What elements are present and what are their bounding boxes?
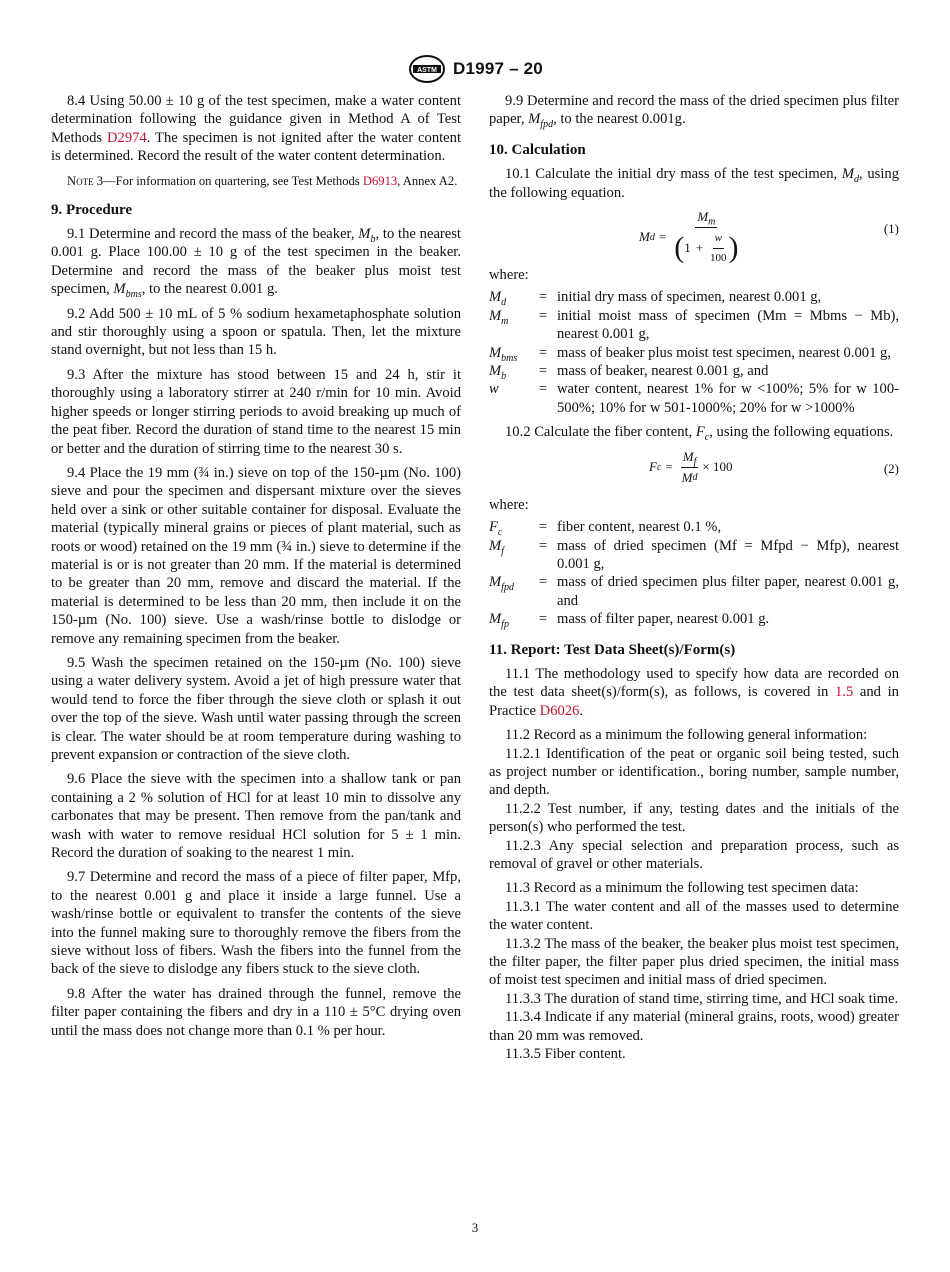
standard-designation: D1997 – 20	[453, 59, 543, 78]
definition-row: w = water content, nearest 1% for w <100%; 5% for w 100-500%; 10% for w 501-1000%; 20% for w >1000%	[489, 381, 899, 416]
astm-logo-icon	[407, 54, 447, 84]
paragraph-9-9: 9.9 Determine and record the mass of the dried specimen plus filter paper, $M_{fpd}$, to the nearest 0.001g.	[489, 93, 899, 131]
where-label-1: where:	[489, 267, 529, 284]
paragraph-10-2: 10.2 Calculate the fiber content, $F_c$, using the following equations.	[505, 424, 894, 444]
definition-row: $M_b$ = mass of beaker, nearest 0.001 g, and	[489, 363, 769, 382]
equation-1: M d = $M_m$ ( 1 + $\frac{w}{100}$ ) (1)	[639, 209, 899, 265]
paragraph-10-1: 10.1 Calculate the initial dry mass of the test specimen, $M_d$, using the following equation.	[489, 166, 899, 201]
section-heading-calculation: 10. Calculation	[489, 141, 586, 158]
definitions-list-2	[489, 518, 899, 631]
definition-row: $F_c$ = fiber content, nearest 0.1 %,	[489, 519, 722, 538]
paragraph-11-3: 11.3 Record as a minimum the following test specimen data:	[505, 880, 859, 897]
definition-row: $M_{bms}$ = mass of beaker plus moist test specimen, nearest 0.001 g,	[489, 344, 891, 364]
paragraph-11-3-2: 11.3.2 The mass of the beaker, the beaker plus moist test specimen, the filter paper, the filter paper plus dried specimen, the initial mass of moist test specimen and initial mass of dried specimen.	[489, 935, 899, 989]
left-column	[51, 92, 461, 1040]
paragraph-8-4: 8.4 Using 50.00 ± 10 g of the test specimen, make a water content determination following the guidance given in Method A of Test Methods D2974. The specimen is not ignited after the water content is determined. Record the result of the water content determination.	[51, 93, 461, 165]
definition-row: $M_{fp}$ = mass of filter paper, nearest 0.001 g.	[489, 611, 770, 631]
paragraph-11-3-1: 11.3.1 The water content and all of the masses used to determine the water content.	[489, 898, 899, 934]
definitions-list-1	[489, 288, 899, 417]
equation-number-1: (1)	[883, 221, 899, 237]
definition-row: $M_{fpd}$ = mass of dried specimen plus filter paper, nearest 0.001 g, and	[489, 574, 899, 609]
link-d6026[interactable]: D6026	[539, 702, 580, 719]
paragraph-9-4: 9.4 Place the 19 mm (¾ in.) sieve on top of the 150-µm (No. 100) sieve and pour the specimen and dispersant mixture over the sieves held over a sink or other suitable container for disposal. Evaluate the material (typically mineral grains or pieces of plant material, such as roots or wood) retained on the 19 mm (¾ in.) sieve to determine if the material is or is not greater than 20 mm. If the material is determined to be greater than 20 mm, remove and discard the material. If the material is determined to be less than 20 mm, then include it on the 150-µm (No. 100) sieve. Use a wash/rinse bottle to dislodge or remove any remaining specimen from the beaker.	[51, 464, 461, 647]
right-column	[489, 92, 899, 1063]
paragraph-11-3-5: 11.3.5 Fiber content.	[505, 1046, 626, 1063]
section-heading-procedure: 9. Procedure	[51, 201, 133, 218]
svg-text:ASTM: ASTM	[417, 67, 437, 74]
definition-row: $M_f$ = mass of dried specimen (Mf = Mfpd − Mfp), nearest 0.001 g,	[489, 537, 899, 572]
page-number: 3	[471, 1220, 479, 1235]
section-heading-report: 11. Report: Test Data Sheet(s)/Form(s)	[489, 641, 736, 658]
note-3: Note 3—For information on quartering, see Test Methods D6913, Annex A2.	[67, 173, 458, 188]
paragraph-11-3-4: 11.3.4 Indicate if any material (mineral grains, roots, wood) greater than 20 mm was removed.	[489, 1009, 899, 1044]
paragraph-9-1: 9.1 Determine and record the mass of the beaker, $M_b$, to the nearest 0.001 g. Place 100.00 ± 10 g of the test specimen in the beaker. Determine and record the mass of the beaker plus moist test specimen, $M_{bms}$, to the nearest 0.001 g.	[51, 226, 461, 301]
paragraph-9-3: 9.3 After the mixture has stood between 15 and 24 h, stir it thoroughly using a laboratory stirrer at 240 r/min for 10 min. Avoid higher speeds or longer stirring periods to avoid breaking up much of the peat fiber. Record the duration of stand time to the nearest 15 min or better and the duration of stirring time to the nearest 30 s.	[51, 366, 461, 457]
link-d2974[interactable]: D2974	[107, 129, 147, 146]
link-d6913[interactable]: D6913	[362, 173, 398, 188]
paragraph-11-2-3: 11.2.3 Any special selection and preparation process, such as removal of gravel or other materials.	[489, 837, 899, 872]
equation-number-2: (2)	[883, 460, 899, 476]
paragraph-9-5: 9.5 Wash the specimen retained on the 150-µm (No. 100) sieve using a water delivery system. Avoid a jet of high pressure water that would tend to force the fiber through the sieve cloth or splash it out over the top of the sieve. Wash until water passing through the screen is clear. The water should be at room temperature during washing to prevent expansion or contraction of the sieve cloth.	[51, 654, 461, 763]
page-header	[0, 54, 950, 84]
definition-row: $M_d$ = initial dry mass of specimen, nearest 0.001 g,	[489, 289, 822, 309]
paragraph-9-6: 9.6 Place the sieve with the specimen into a shallow tank or pan containing a 2 % solution of HCl for at least 10 min to dissolve any carbonates that may be present. Then remove from the pan/tank and wash with water to remove residual HCl solution for 5 ± 1 min. Record the duration of soaking to the nearest 1 min.	[51, 771, 461, 862]
paragraph-11-2-1: 11.2.1 Identification of the peat or organic soil being tested, such as project number or identification., boring number, sample number, and depth.	[489, 745, 899, 799]
definition-row: $M_m$ = initial moist mass of specimen (Mm = Mbms − Mb), nearest 0.001 g,	[489, 307, 899, 343]
paragraph-11-3-3: 11.3.3 The duration of stand time, stirring time, and HCl soak time.	[505, 990, 899, 1007]
paragraph-11-1: 11.1 The methodology used to specify how data are recorded on the test data sheet(s)/form(s), as follows, is covered in 1.5 and in Practice D6026.	[489, 665, 899, 719]
where-label-2: where:	[489, 496, 529, 513]
paragraph-11-2-2: 11.2.2 Test number, if any, testing dates and the initials of the person(s) who performed the test.	[489, 800, 899, 836]
paragraph-9-8: 9.8 After the water has drained through the funnel, remove the filter paper containing the fibers and dry in a 110 ± 5°C drying oven until the mass does not change more than 0.1 % per hour.	[51, 985, 461, 1039]
equation-2: F c = $M_f$ M d × 100 (2)	[649, 448, 899, 486]
paragraph-9-2: 9.2 Add 500 ± 10 mL of 5 % sodium hexametaphosphate solution and stir thoroughly using a spoon or spatula. Then, let the mixture stand overnight, but not less than 15 h.	[51, 305, 461, 359]
paragraph-11-2: 11.2 Record as a minimum the following general information:	[505, 727, 868, 744]
link-section-1-5[interactable]: 1.5	[835, 684, 854, 701]
paragraph-9-7: 9.7 Determine and record the mass of a piece of filter paper, Mfp, to the nearest 0.001 g and place it inside a large funnel. Use a wash/rinse bottle or equivalent to transfer the contents of the sieve into the funnel making sure to thoroughly remove the fibers from the sieve without loss of fibers. Wash the fibers into the funnel from the back of the sieve to dislodge any fibers stuck to the sieve cloth.	[51, 869, 461, 978]
